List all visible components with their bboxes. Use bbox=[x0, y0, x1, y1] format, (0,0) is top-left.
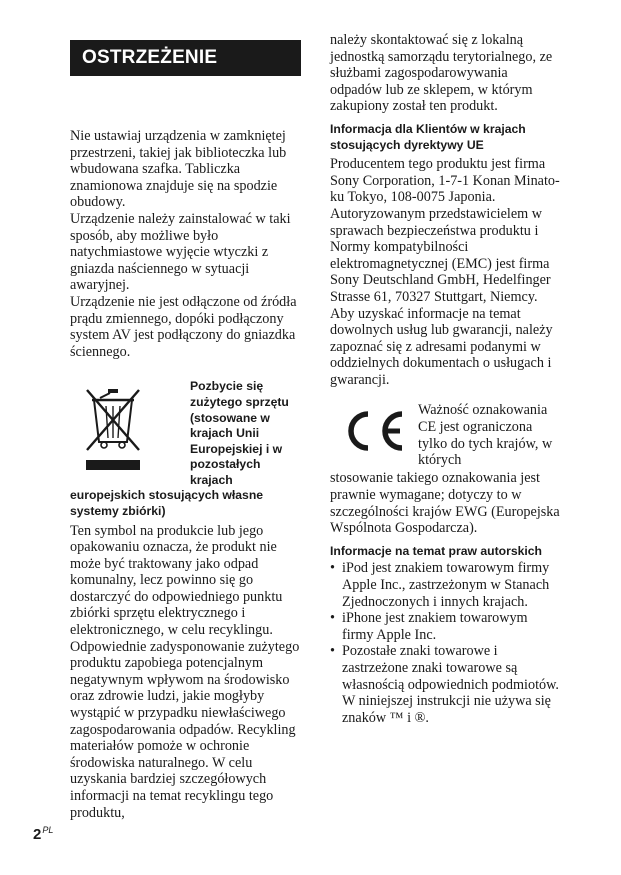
warning-paragraph-plug: Urządzenie należy zainstalować w taki sposób, aby możliwe było natychmiastowe wyjęcie wtyczki z gniazda naściennego w sytuacji awaryjnej. bbox=[70, 210, 291, 294]
trademark-list bbox=[330, 560, 562, 726]
copyright-heading: Informacje na temat praw autorskich bbox=[330, 543, 542, 558]
list-item: • Pozostałe znaki towarowe i zastrzeżone znaki towarowe są własnością odpowiednich podmiotów. W niniejszej instrukcji nie używa się znaków ™ i ®. bbox=[330, 643, 562, 726]
weee-block bbox=[70, 380, 303, 490]
manufacturer-paragraph: Producentem tego produktu jest firma Sony Corporation, 1-7-1 Konan Minato-ku Tokyo, 108-0075 Japonia. bbox=[330, 156, 560, 206]
list-item: • iPod jest znakiem towarowym firmy Apple Inc., zastrzeżonym w Stanach Zjednoczonych i innych krajach. bbox=[330, 560, 562, 610]
ce-mark-icon bbox=[340, 408, 408, 454]
warning-paragraph-enclosure: Nie ustawiaj urządzenia w zamkniętej przestrzeni, takiej jak biblioteczka lub wbudowana szafka. Tabliczka znamionowa znajduje się na spodzie obudowy. bbox=[70, 128, 287, 211]
ce-block bbox=[330, 402, 562, 470]
disposal-heading-continued: europejskich stosujących własne systemy zbiórki) bbox=[70, 488, 264, 518]
ce-validity-continued: stosowanie takiego oznakowania jest prawnie wymagane; dotyczy to w szczególności krajów EWG (Europejska Wspólnota Gospodarcza). bbox=[330, 470, 560, 537]
disposal-body: Ten symbol na produkcie lub jego opakowaniu oznacza, że produkt nie może być traktowany jako odpad komunalny, lecz powinno się go dostarczyć do odpowiedniego punktu zbiórki sprzętu elektrycznego i elektronicznego, w celu recyklingu. Odpowiednie zadysponowanie zużytego produktu zapobiega potencjalnym negatywnym wpływom na środowisko oraz zdrowie ludzi, jakie mogłyby wystąpić w przypadku niewłaściwego zagospodarowania odpadów. Recykling materiałów pomoże w ochronie środowiska naturalnego. W celu uzyskania bardziej szczegółowych informacji na temat recyklingu tego produktu, bbox=[70, 522, 300, 821]
list-item: • iPhone jest znakiem towarowym firmy Apple Inc. bbox=[330, 610, 562, 643]
warning-paragraph-ac: Urządzenie nie jest odłączone od źródła prądu zmiennego, dopóki podłączony system AV jest podłączony do gniazdka ściennego. bbox=[70, 293, 297, 360]
page-number bbox=[33, 825, 53, 843]
left-column bbox=[70, 40, 303, 821]
representative-paragraph: Autoryzowanym przedstawicielem w sprawach bezpieczeństwa produktu i Normy kompatybilności elektromagnetycznej (EMC) jest firma Sony Deutschland GmbH, Hedelfinger Strasse 61, 70327 Stuttgart, Niemcy. Aby uzyskać informacje na temat dowolnych usług lub gwarancji, należy zapoznać się z adresami podanymi w oddzielnych dokumentach o usługach i gwarancji. bbox=[330, 205, 553, 388]
disposal-heading: Pozbycie się zużytego sprzętu (stosowane w krajach Unii Europejskiej i w pozostałych krajach bbox=[190, 379, 289, 487]
eu-directives-heading: Informacja dla Klientów w krajach stosujących dyrektywy UE bbox=[330, 121, 526, 152]
right-column bbox=[330, 32, 562, 726]
language-code: PL bbox=[42, 825, 54, 835]
disposal-body-continued: należy skontaktować się z lokalną jednostką samorządu terytorialnego, ze służbami zagospodarowywania odpadów lub ze sklepem, w którym zakupiony został ten produkt. bbox=[330, 32, 553, 115]
ce-validity-text: Ważność oznakowania CE jest ograniczona tylko do tych krajów, w których bbox=[418, 402, 553, 469]
page-number-value: 2 bbox=[33, 826, 42, 843]
crossed-bin-icon bbox=[84, 384, 142, 472]
warning-banner: OSTRZEŻENIE bbox=[70, 40, 301, 76]
